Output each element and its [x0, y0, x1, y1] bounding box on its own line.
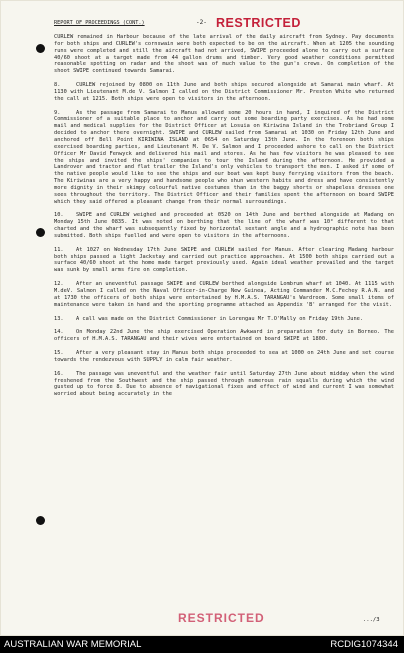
paragraph-text: CURLEW rejoined by 0800 on 11th June and both ships secured alongside at Samarai main wharf. At 1130 with Lieutenant M.de V. Salmon I called on the District Commissioner Mr. Preston White who returned the call at 1215. Both ships were open to visitors in the afternoon. — [54, 82, 394, 102]
paragraph-number: 13. — [54, 315, 64, 322]
paragraph-number: 8. — [54, 82, 61, 89]
report-body — [54, 34, 394, 405]
paragraph — [54, 34, 394, 75]
punch-hole — [36, 228, 45, 237]
punch-hole — [36, 516, 45, 525]
continuation-marker: .../3 — [363, 617, 380, 623]
classification-stamp-top: RESTRICTED — [216, 16, 301, 30]
paragraph-number: 9. — [54, 109, 61, 116]
paragraph-text: A call was made on the District Commissioner in Lorengau Mr T.O'Mally on Friday 19th June. — [76, 315, 364, 322]
paragraph — [54, 281, 394, 308]
paragraph-text: CURLEW remained in Harbour because of the late arrival of the daily aircraft from Sydney. Pay documents for both ships and CURLEW's cornswain were both expected to be on the aircraft. When at 1205 the sounding runs were completed and still the aircraft had not arrived, SWIPE proceeded alone to carry out a surface 40/60 shoot at a target made from 44 gallon drums and timber. Very good weather conditions permitted reasonable spotting on radar and the shoot was of much value to the gun's crews. On completion of the shoot SWIPE continued towards Samarai. — [54, 34, 394, 75]
paragraph-text: After a very pleasant stay in Manus both ships proceeded to sea at 1000 on 24th June and set course towards the rendezvous with SUPPLY in calm fair weather. — [54, 350, 394, 363]
paragraph — [54, 329, 394, 343]
classification-stamp-bottom: RESTRICTED — [178, 611, 265, 625]
paragraph-number: 16. — [54, 370, 64, 377]
paragraph-text: At 1027 on Wednesday 17th June SWIPE and CURLEW sailed for Manus. After clearing Madang harbour both ships passed a light Jackstay and carried out practice approaches. At 1500 both ships carried out a surface 40/60 shoot at the home made target previously used. Again ideal weather prevailed and the target was sunk by small arms fire on completion. — [54, 246, 394, 274]
paragraph-text: After an uneventful passage SWIPE and CURLEW berthed alongside Lombrum wharf at 1040. At 1115 with M.deV. Salmon I called on the Naval Officer-in-Charge New Guinea, Acting Commander M.C.Fechey R.A.N. and at 1730 the officers of both ships were entertained by H.M.A.S. TARANGAU's Wardroom. Some small items of maintenance were taken in hand and the sporting programme attached as Appendix 'B' arranged for the visit. — [54, 281, 394, 308]
paragraph-number: 11. — [54, 246, 64, 253]
paragraph-number: 15. — [54, 350, 64, 357]
paragraph — [54, 350, 394, 364]
paragraph-text: On Monday 22nd June the ship exercised Operation Awkward in preparation for duty in Borneo. The officers of H.M.A.S. TARANGAU and their wives were entertained on board SWIPE at 1800. — [54, 329, 394, 343]
paragraph — [54, 247, 394, 274]
paragraph — [54, 316, 394, 323]
archive-reference: RCDIG1074344 — [330, 639, 398, 650]
paragraph-number: 10. — [54, 212, 64, 219]
paragraph-number: 12. — [54, 281, 64, 288]
page-number: -2- — [196, 19, 207, 26]
paragraph — [54, 371, 394, 398]
paragraph-text: The passage was uneventful and the weather fair until Saturday 27th June about midday when the wind freshened from the Southwest and the ship passed through numerous rain squalls during which the wind gusted up to force 8. Due to absence of navigational fixes and effect of wind and current I was somewhat worried about being accurately in the — [54, 370, 394, 398]
punch-hole — [36, 44, 45, 53]
paragraph-text: As the passage from Samarai to Manus allowed some 20 hours in hand, I inquired of the District Commissioner of a suitable place to anchor and carry out some boarding party exercises. As he had some mail and medical supplies for the District Officer at Losuia on Kiriwina Island in the Trobriand Group I decided to anchor there overnight. SWIPE and CURLEW sailed from Samarai at 1030 on Friday 12th June and anchored off Bell Point KIRIWINA ISLAND at 0654 on Saturday 13th June. In the forenoon both ships exercised boarding parties, and Lieutenant M. De V. Salmon and I proceeded ashore to call on the District Officer Mr David Fenwyck and delivered his mail and stores. As he has few visitors he was pleased to see the ships and invited the ships' companies to tour the Island during the afternoon. He provided a Landrover and tractor and flat trailer the Island's only vehicles to transport the men. I asked if some of the native people would like to see the ships and our boat was kept busy ferrying visitors from the beach. The Kiriwinas are a very happy and handsome people who shun western habits and dress and have consistently more dignity in their skimpy colourful native costumes than in the baggy shorts or shapeless dresses one sees throughout the territory. The District Officer and their families spent the afternoon on board SWIPE which they said offered a pleasant change from their normal surroundings. — [54, 109, 394, 205]
archive-caption-bar — [0, 636, 404, 653]
page-header — [54, 18, 394, 32]
paragraph-number: 14. — [54, 329, 64, 336]
paragraph — [54, 110, 394, 206]
paragraph-text: SWIPE and CURLEW weighed and proceeded at 0520 on 14th June and berthed alongside at Madang on Monday 15th June 0835. It was noted on berthing that the line of the wharf was 10° different to that charted and the wharf was subsequently fixed by horizontal sextant angle and a hydrographic note has been submitted. Both ships fuelled and were open to visitors in the afternoons. — [54, 212, 394, 239]
paragraph — [54, 212, 394, 239]
archive-source: AUSTRALIAN WAR MEMORIAL — [4, 639, 142, 650]
paragraph — [54, 82, 394, 103]
report-title: REPORT OF PROCEEDINGS (CONT.) — [54, 20, 145, 26]
